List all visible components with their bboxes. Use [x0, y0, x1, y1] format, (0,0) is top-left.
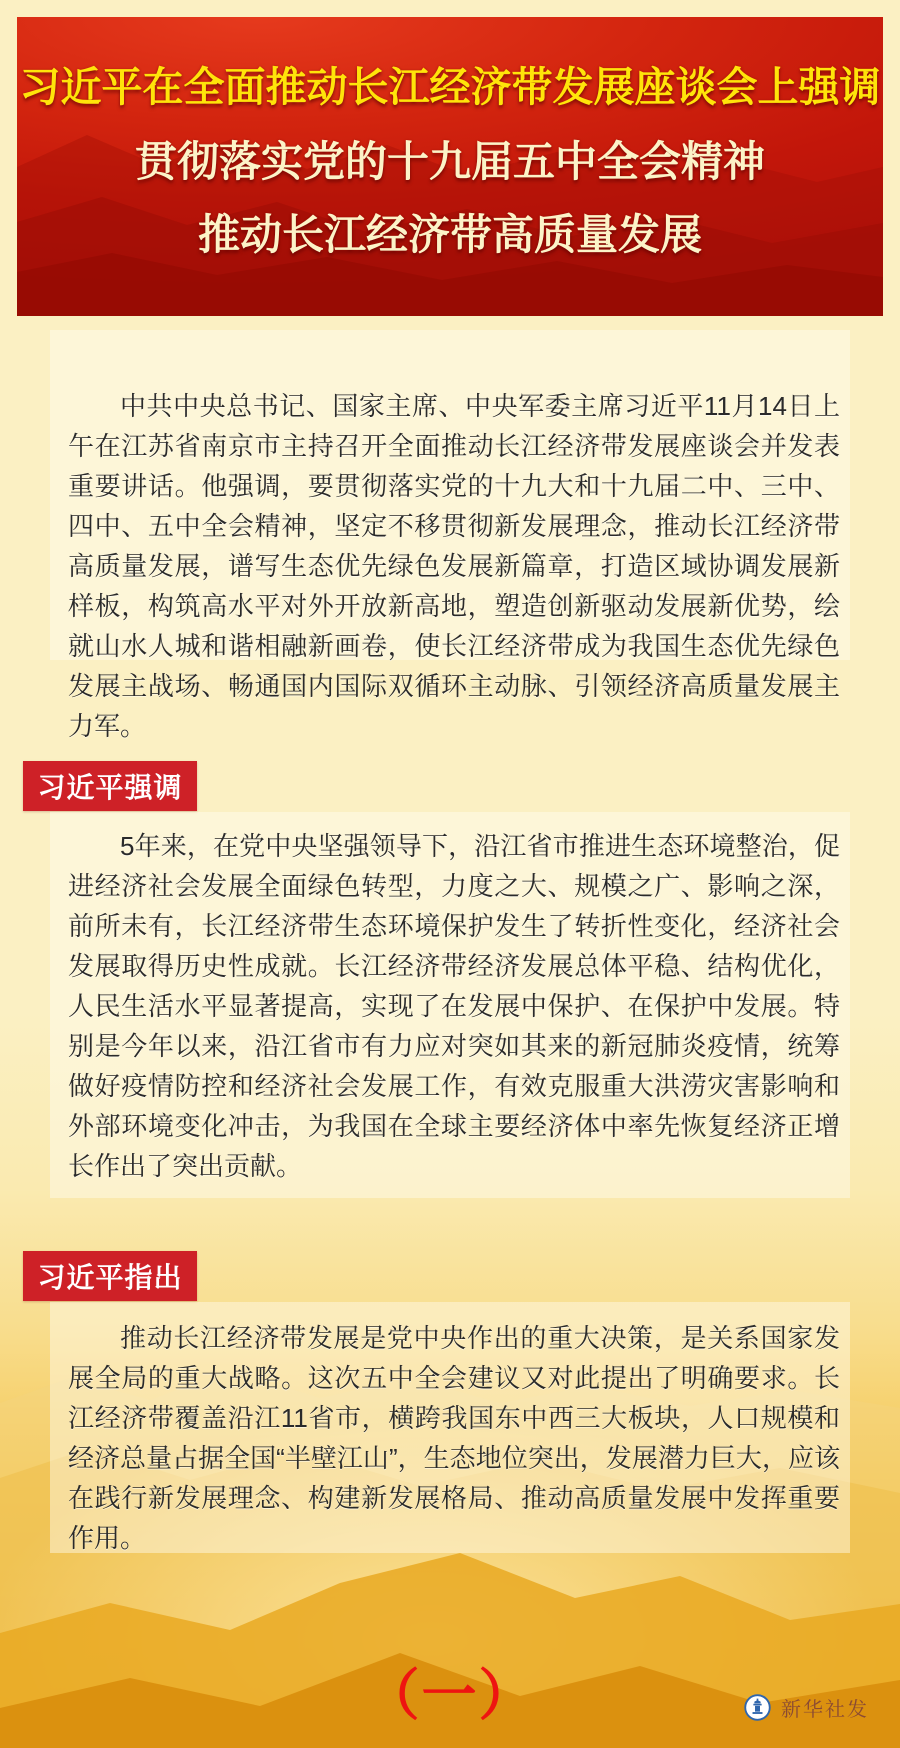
headline-line-1: 习近平在全面推动长江经济带发展座谈会上强调 — [19, 64, 881, 110]
credit-text: 新华社发 — [781, 1698, 869, 1721]
section-label-pointed-out — [23, 1251, 197, 1301]
header-banner — [17, 17, 883, 316]
page-number-marker: （一） — [364, 1664, 536, 1726]
xinhua-emblem-icon — [744, 1694, 771, 1721]
headline-line-2: 贯彻落实党的十九届五中全会精神 — [134, 138, 765, 185]
headline-line-3: 推动长江经济带高质量发展 — [197, 211, 702, 258]
section-1-paragraph: 5年来，在党中央坚强领导下，沿江省市推进生态环境整治，促进经济社会发展全面绿色转型，力度之大、规模之广、影响之深，前所未有，长江经济带生态环境保护发生了转折性变化，经济社会发展取得历史性成就。长江经济带经济发展总体平稳、结构优化，人民生活水平显著提高，实现了在发展中保护、在保护中发展。特别是今年以来，沿江省市有力应对突如其来的新冠肺炎疫情，统筹做好疫情防控和经济社会发展工作，有效克服重大洪涝灾害影响和外部环境变化冲击，为我国在全球主要经济体中率先恢复经济正增长作出了突出贡献。 — [68, 831, 840, 1181]
news-agency-credit — [744, 1692, 869, 1722]
section-2-paragraph: 推动长江经济带发展是党中央作出的重大决策，是关系国家发展全局的重大战略。这次五中全会建议又对此提出了明确要求。长江经济带覆盖沿江11省市，横跨我国东中西三大板块，人口规模和经济总量占据全国“半壁江山”，生态地位突出，发展潜力巨大，应该在践行新发展理念、构建新发展格局、推动高质量发展中发挥重要作用。 — [68, 1323, 840, 1553]
section-label-emphasized — [23, 761, 197, 811]
intro-paragraph: 中共中央总书记、国家主席、中央军委主席习近平11月14日上午在江苏省南京市主持召开全面推动长江经济带发展座谈会并发表重要讲话。他强调，要贯彻落实党的十九大和十九届二中、三中、四中、五中全会精神，坚定不移贯彻新发展理念，推动长江经济带高质量发展，谱写生态优先绿色发展新篇章，打造区域协调发展新样板，构筑高水平对外开放新高地，塑造创新驱动发展新优势，绘就山水人城和谐相融新画卷，使长江经济带成为我国生态优先绿色发展主战场、畅通国内国际双循环主动脉、引领经济高质量发展主力军。 — [68, 391, 840, 741]
section-label-text: 习近平指出 — [37, 1262, 183, 1293]
section-label-text: 习近平强调 — [37, 772, 183, 803]
